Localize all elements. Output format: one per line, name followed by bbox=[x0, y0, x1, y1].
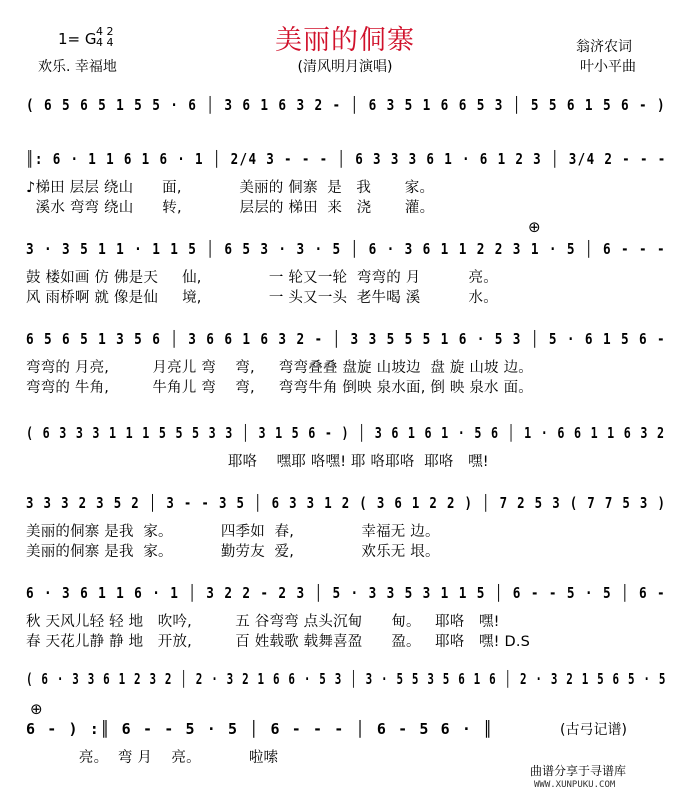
footer-site: WWW.XUNPUKU.COM bbox=[534, 780, 616, 790]
lyric-line-1: ♪梯田 层层 绕山 面, 美丽的 侗寨 是 我 家。 bbox=[26, 180, 435, 196]
time-signature-bottom: 4 4 bbox=[96, 36, 114, 49]
key-signature: 1= G bbox=[58, 30, 97, 48]
lyric-line-2: 风 雨桥啊 就 像是仙 境, 一 头又一头 老牛喝 溪 水。 bbox=[26, 290, 498, 306]
lyric-line-1: 亮。 弯 月 亮。 啦嗦 bbox=[26, 750, 279, 766]
notation: 6 - ) :║ 6 - - 5 · 5 │ 6 - - - │ 6 - 5 6 · ║ bbox=[26, 720, 494, 738]
composer: 叶小平曲 bbox=[580, 59, 636, 75]
lyric-line-1: 弯弯的 月亮, 月亮儿 弯 弯, 弯弯叠叠 盘旋 山坡边 盘 旋 山坡 边。 bbox=[26, 360, 533, 376]
notation: ( 6 · 3 3 6 1 2 3 2 │ 2 · 3 2 1 6 6 · 5 3 │ 3 · 5 5 3 5 6 1 6 │ 2 · 3 2 1 5 6 5 · 5 bbox=[26, 670, 667, 688]
lyric-line-1: 耶咯 嘿耶 咯嘿! 耶 咯耶咯 耶咯 嘿! bbox=[26, 454, 489, 470]
notation: ║: 6 · 1 1 6 1 6 · 1 │ 2/4 3 - - - │ 6 3 3 3 6 1 · 6 1 2 3 │ 3/4 2 - - - bbox=[26, 150, 667, 168]
lyric-line-1: 秋 天风儿轻 轻 地 吹吟, 五 谷弯弯 点头沉甸 甸。 耶咯 嘿! bbox=[26, 614, 500, 630]
lyric-line-1: 鼓 楼如画 仿 佛是天 仙, 一 轮又一轮 弯弯的 月 亮。 bbox=[26, 270, 498, 286]
notation: ( 6 5 6 5 1 5 5 · 6 │ 3 6 1 6 3 2 - │ 6 3 5 1 6 6 5 3 │ 5 5 6 1 5 6 - ) bbox=[26, 96, 667, 114]
time-signature-top: 4 2 bbox=[96, 25, 114, 38]
lyric-line-2: 弯弯的 牛角, 牛角儿 弯 弯, 弯弯牛角 倒映 泉水面, 倒 映 泉水 面。 bbox=[26, 380, 533, 396]
singer: (清风明月演唱) bbox=[297, 59, 393, 75]
score-source: (古弓记谱) bbox=[560, 722, 627, 738]
mood-marking: 欢乐. 幸福地 bbox=[38, 59, 117, 75]
lyric-line-2: 美丽的侗寨 是我 家。 勤劳友 爱, 欢乐无 垠。 bbox=[26, 544, 440, 560]
notation: 6 5 6 5 1 3 5 6 │ 3 6 6 1 6 3 2 - │ 3 3 5 5 5 1 6 · 5 3 │ 5 · 6 1 5 6 - bbox=[26, 330, 667, 348]
notation: 3 3 3 2 3 5 2 │ 3 - - 3 5 │ 6 3 3 1 2 ( 3 6 1 2 2 ) │ 7 2 5 3 ( 7 7 5 3 ) bbox=[26, 494, 667, 512]
coda-marker: ⊕ bbox=[30, 700, 43, 718]
time-signature bbox=[96, 26, 114, 48]
lyric-line-1: 美丽的侗寨 是我 家。 四季如 春, 幸福无 边。 bbox=[26, 524, 440, 540]
lyric-line-2: 春 天花儿静 静 地 开放, 百 姓载歌 载舞喜盈 盈。 耶咯 嘿! D.S bbox=[26, 634, 531, 650]
notation: 6 · 3 6 1 1 6 · 1 │ 3 2 2 - 2 3 │ 5 · 3 3 5 3 1 1 5 │ 6 - - 5 · 5 │ 6 - bbox=[26, 584, 667, 602]
lyric-line-2: 溪水 弯弯 绕山 转, 层层的 梯田 来 浇 灌。 bbox=[26, 200, 435, 216]
footer-credit: 曲谱分享于寻谱库 bbox=[530, 764, 627, 778]
notation: ( 6 3 3 3 1 1 1 5 5 5 3 3 │ 3 1 5 6 - ) │ 3 6 1 6 1 · 5 6 │ 1 · 6 6 1 1 6 3 2 bbox=[26, 424, 666, 442]
segno-marker: ⊕ bbox=[528, 218, 541, 236]
lyricist: 翁济农词 bbox=[576, 39, 632, 55]
song-title: 美丽的侗寨 bbox=[275, 25, 415, 56]
notation: 3 · 3 5 1 1 · 1 1 5 │ 6 5 3 · 3 · 5 │ 6 · 3 6 1 1 2 2 3 1 · 5 │ 6 - - - bbox=[26, 240, 667, 258]
